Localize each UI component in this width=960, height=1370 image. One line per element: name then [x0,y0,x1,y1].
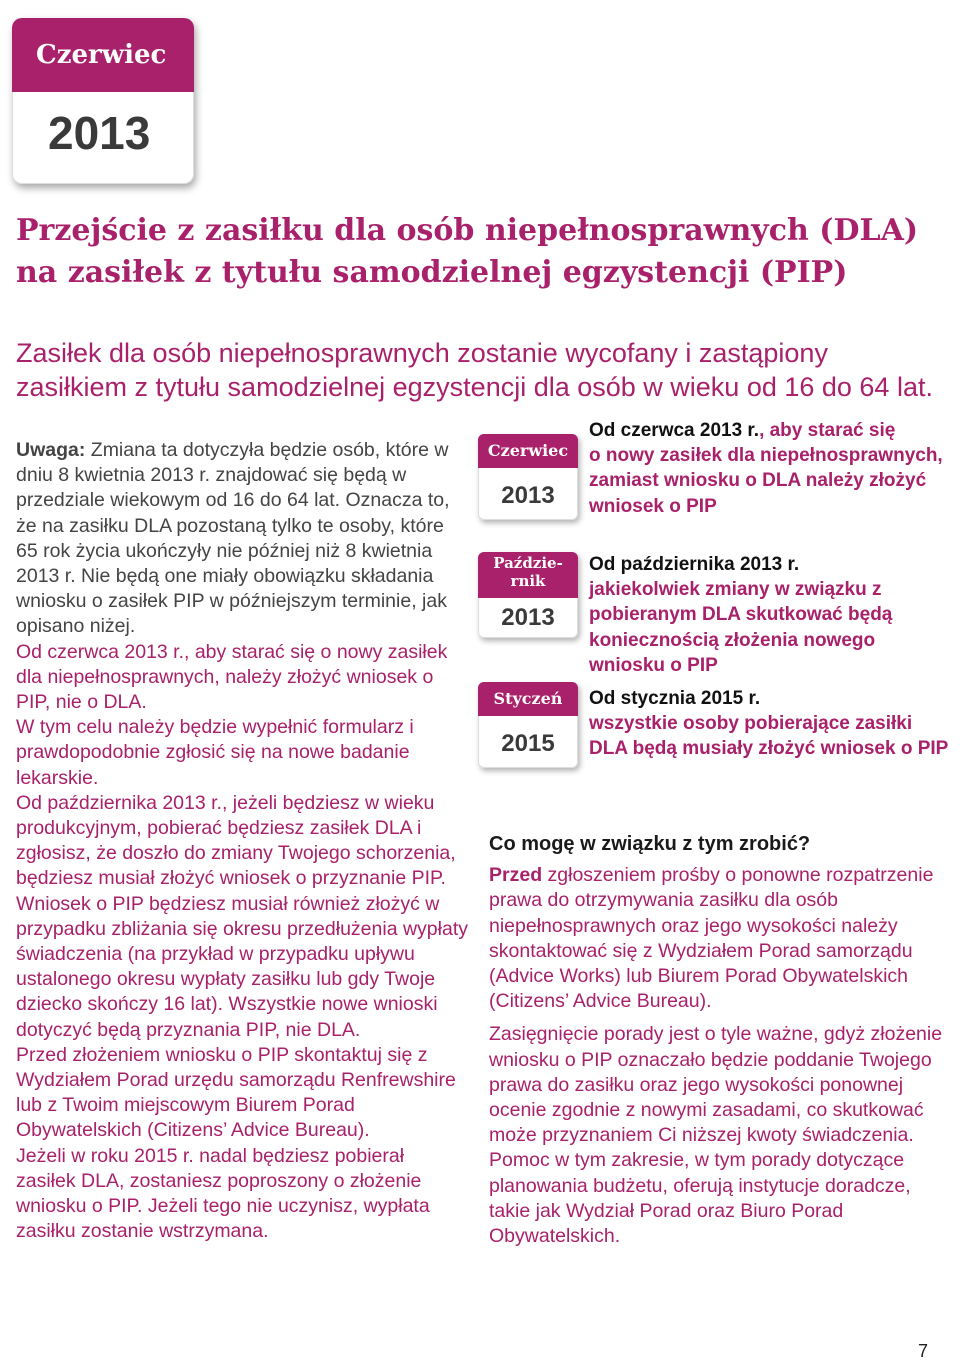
timeline-entry-october [589,552,949,678]
year-2015-lead: Jeżeli w roku 2015 r. [16,1144,194,1167]
october-paragraph [16,791,468,892]
section-heading: Co mogę w związku z tym zrobić? [489,833,811,855]
advice-text: zgłoszeniem prośby o ponowne rozpatrzenie prawa do otrzymywania zasiłku dla osób niepełnosprawnych oraz jego wysokości należy skontaktować się z Wydziałem Porad samorządu (Advice Works) lub Biurem Porad Obywatelskich (Citizens’ Advice Bureau). [489,864,934,1013]
contact-paragraph: Przed złożeniem wniosku o PIP skontaktuj się z Wydziałem Porad urzędu samorządu Renfrewshire lub z Twoim miejscowym Biurem Porad Obywatelskich (Citizens’ Advice Bureau). [16,1043,456,1142]
timeline-body: wszystkie osoby pobierające zasiłki DLA będą musiały złożyć wniosek o PIP [589,713,949,760]
timeline-heading-rest: , aby starać się [759,420,896,441]
timeline-calendar-october [478,552,578,638]
timeline-month: Paździe- rnik [478,552,578,598]
calendar-year: 2013 [48,107,151,159]
timeline-year: 2013 [501,482,555,509]
calendar-month: Czerwiec [12,18,194,92]
uwaga-paragraph [16,438,468,640]
advice-paragraph [489,863,949,1014]
calendar-graphic [12,18,194,184]
page-title: Przejście z zasiłku dla osób niepełnosprawnych (DLA) na zasiłek z tytułu samodzielnej egzystencji (PIP) [16,213,919,290]
importance-paragraph: Zasięgnięcie porady jest o tyle ważne, gdyż złożenie wniosku o PIP oznaczało będzie poddanie Twojego prawa do zasiłku oraz jego wysokości ponownej ocenie zgodnie z nowymi zasadami, co skutkować może przyznaniem Ci niższej kwoty świadczenia. Pomoc w tym zakresie, w tym porady dotyczące planowania budżetu, oferują instytucje doradcze, takie jak Wydział Porad oraz Biuro Porad Obywatelskich. [489,1023,943,1248]
right-column [489,832,949,1249]
june-paragraph [16,640,468,716]
june-text: , aby starać się o nowy zasiłek dla niepełnosprawnych, należy złożyć wniosek o PIP, nie o DLA. [16,640,448,714]
october-lead: Od października 2013 r. [16,791,222,814]
timeline-entry-june [589,418,949,519]
year-2015-text: nadal będziesz pobierał zasiłek DLA, zostaniesz poproszony o złożenie wniosku o PIP. Jeżeli tego nie uczynisz, wypłata zasiłku zostanie wstrzymana. [16,1144,430,1243]
timeline-year: 2015 [501,730,555,757]
timeline-heading: Od października 2013 r. [589,554,800,575]
renewal-paragraph: Wniosek o PIP będziesz musiał również złożyć w przypadku zbliżania się okresu przedłużenia wypłaty świadczenia (na przykład w przypadku upływu ustalonego okresu wypłaty zasiłku lub gdy Twoje dziecko skończy 16 lat). Wszystkie nowe wnioski dotyczyć będą przyznania PIP, nie DLA. [16,892,468,1041]
page-number: 7 [918,1341,929,1361]
timeline-body: jakiekolwiek zmiany w związku z pobieranym DLA skutkować będą koniecznością złożenia nowego wniosku o PIP [589,579,893,676]
october-text: , jeżeli będziesz w wieku produkcyjnym, pobierać będziesz zasiłek DLA i zgłosisz, że doszło do zmiany Twojego schorzenia, będziesz musiał złożyć wniosek o przyznanie PIP. [16,791,456,890]
uwaga-text: Zmiana ta dotyczyła będzie osób, które w dniu 8 kwietnia 2013 r. znajdować się będą w przedziale wiekowym od 16 do 64 lat. Oznacza to, że na zasiłku DLA pozostaną tylko te osoby, które 65 rok życia ukończyły nie później niż 8 kwietnia 2013 r. Nie będą one miały obowiązku składania wniosku o zasiłek PIP w późniejszym terminie, jak opisano niżej. [16,439,450,638]
intro-text: Zasiłek dla osób niepełnosprawnych zostanie wycofany i zastąpiony zasiłkiem z tytułu samodzielnej egzystencji dla osób w wieku od 16 do 64 lat. [16,338,933,402]
uwaga-label: Uwaga: [16,439,86,461]
left-column [16,438,468,1245]
timeline-month: Czerwiec [478,434,578,468]
year-2015-paragraph [16,1144,468,1245]
june-lead: Od czerwca 2013 r. [16,640,184,663]
timeline-month: Styczeń [478,682,578,716]
advice-lead: Przed [489,864,543,887]
timeline-calendar-january [478,682,578,768]
timeline-heading: Od czerwca 2013 r. [589,420,760,441]
timeline-heading: Od stycznia 2015 r. [589,688,761,709]
timeline-calendar-june [478,434,578,520]
form-paragraph: W tym celu należy będzie wypełnić formularz i prawdopodobnie zgłosić się na nowe badanie lekarskie. [16,716,414,789]
timeline-entry-january [589,686,949,762]
timeline-year: 2013 [501,604,555,631]
timeline-body: o nowy zasiłek dla niepełnosprawnych, zamiast wniosku o DLA należy złożyć wniosek o PIP [589,445,943,517]
